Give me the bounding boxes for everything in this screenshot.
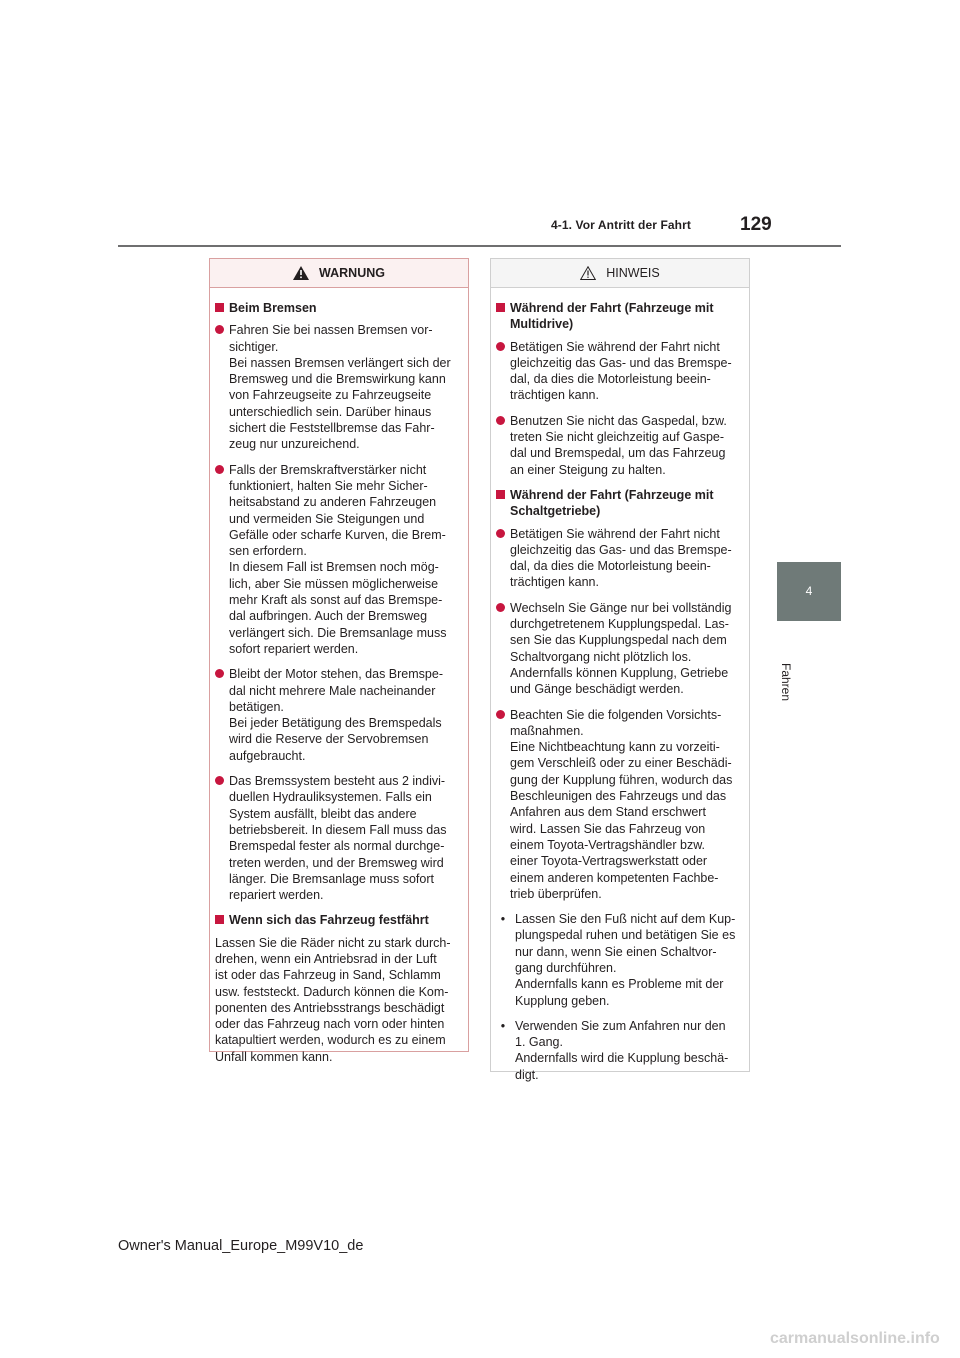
list-item: Das Bremssystem besteht aus 2 indivi- duellen Hydrauliksystemen. Falls ein System ausfällt, bleibt das andere betriebsbereit. In diesem Fall muss das Bremspedal fester als normal durchge- treten werden, und der Bremsweg wird länger. Die Bremsanlage muss sofort repariert werden.: [215, 773, 460, 903]
small-bullet-icon: •: [500, 1018, 506, 1033]
list-item: Wechseln Sie Gänge nur bei vollständig durchgetretenem Kupplungspedal. Las- sen Sie das Kupplungspedal nach dem Schaltvorgang nicht plötzlich los. Andernfalls können Kupplung, Getriebe und Gänge beschädigt werden.: [496, 600, 741, 698]
square-bullet-icon: [496, 303, 505, 312]
warning-box-header: [210, 259, 468, 288]
square-bullet-icon: [215, 915, 224, 924]
circle-bullet-icon: [496, 342, 505, 351]
notice-title: HINWEIS: [606, 266, 660, 280]
page-number: 129: [740, 214, 772, 235]
list-item: Betätigen Sie während der Fahrt nicht gleichzeitig das Gas- und das Bremspe- dal, da dies die Motorleistung beein- trächtigen kann.: [496, 526, 741, 591]
list-item: Falls der Bremskraftverstärker nicht funktioniert, halten Sie mehr Sicher- heitsabstand zu anderen Fahrzeugen und vermeiden Sie Steigungen und Gefälle oder scharfe Kurven, die Brem- sen erfordern. In diesem Fall ist Bremsen noch mög- lich, aber Sie müssen möglicherweise mehr Kraft als sonst auf das Bremspe- dal aufbringen. Auch der Bremsweg verlängert sich. Die Bremsanlage muss sofort repariert werden.: [215, 462, 460, 658]
section-heading: Während der Fahrt (Fahrzeuge mit Schaltgetriebe): [496, 487, 741, 520]
warning-triangle-icon: [293, 266, 309, 280]
circle-bullet-icon: [215, 776, 224, 785]
circle-bullet-icon: [496, 416, 505, 425]
list-item: Betätigen Sie während der Fahrt nicht gleichzeitig das Gas- und das Bremspe- dal, da dies die Motorleistung beein- trächtigen kann.: [496, 339, 741, 404]
chapter-label: Fahren: [779, 663, 793, 702]
section-heading: Beim Bremsen: [215, 300, 460, 316]
warning-title: WARNUNG: [319, 266, 385, 280]
footer-text: Owner's Manual_Europe_M99V10_de: [118, 1238, 364, 1254]
list-item: Fahren Sie bei nassen Bremsen vor- sichtiger. Bei nassen Bremsen verlängert sich der Bremsweg und die Bremswirkung kann von Fahrzeugseite zu Fahrzeugseite unterschiedlich sein. Darüber hinaus sichert die Feststellbremse das Fahr- zeug nur unzureichend.: [215, 322, 460, 452]
chapter-tab: 4: [777, 562, 841, 621]
square-bullet-icon: [496, 490, 505, 499]
notice-box-header: [491, 259, 749, 288]
circle-bullet-icon: [215, 325, 224, 334]
square-bullet-icon: [215, 303, 224, 312]
circle-bullet-icon: [215, 669, 224, 678]
watermark: carmanualsonline.info: [770, 1330, 940, 1347]
circle-bullet-icon: [496, 710, 505, 719]
circle-bullet-icon: [496, 603, 505, 612]
circle-bullet-icon: [496, 529, 505, 538]
sub-list-item: • Verwenden Sie zum Anfahren nur den 1. Gang. Andernfalls wird die Kupplung beschä- digt.: [496, 1018, 741, 1083]
sub-list-item: • Lassen Sie den Fuß nicht auf dem Kup- plungspedal ruhen und betätigen Sie es nur dann, wenn Sie einen Schaltvor- gang durchführen. Andernfalls kann es Probleme mit der Kupplung geben.: [496, 911, 741, 1009]
notice-box: [490, 258, 750, 1082]
notice-triangle-icon: [580, 266, 596, 280]
list-item: Benutzen Sie nicht das Gaspedal, bzw. treten Sie nicht gleichzeitig auf Gaspe- dal und Bremspedal, um das Fahrzeug an einer Steigung zu halten.: [496, 413, 741, 478]
section-heading: Wenn sich das Fahrzeug festfährt: [215, 912, 460, 928]
notice-body: [491, 288, 749, 1083]
section-heading: Während der Fahrt (Fahrzeuge mit Multidrive): [496, 300, 741, 333]
section-title: 4-1. Vor Antritt der Fahrt: [551, 218, 691, 232]
warning-body: [210, 288, 468, 1065]
paragraph: Lassen Sie die Räder nicht zu stark durch- drehen, wenn ein Antriebsrad in der Luft ist oder das Fahrzeug in Sand, Schlamm usw. feststeckt. Dadurch können die Kom- ponenten des Antriebsstrangs beschädigt oder das Fahrzeug nach vorn oder hinten katapultiert werden, wodurch es zu einem Unfall kommen kann.: [215, 935, 451, 1064]
circle-bullet-icon: [215, 465, 224, 474]
list-item: Beachten Sie die folgenden Vorsichts- maßnahmen. Eine Nichtbeachtung kann zu vorzeiti- gem Verschleiß oder zu einer Beschädi- gung der Kupplung führen, wodurch das Beschleunigen des Fahrzeugs und das Anfahren aus dem Stand erschwert wird. Lassen Sie das Fahrzeug von einem Toyota-Vertragshändler bzw. einer Toyota-Vertragswerkstatt oder einem anderen kompetenten Fachbe- trieb überprüfen.: [496, 707, 741, 903]
header-divider: [118, 245, 841, 247]
list-item: Bleibt der Motor stehen, das Bremspe- dal nicht mehrere Male nacheinander betätigen. Bei jeder Betätigung des Bremspedals wird die Reserve der Servobremsen aufgebraucht.: [215, 666, 460, 764]
warning-box: [209, 258, 469, 1064]
small-bullet-icon: •: [500, 912, 506, 927]
